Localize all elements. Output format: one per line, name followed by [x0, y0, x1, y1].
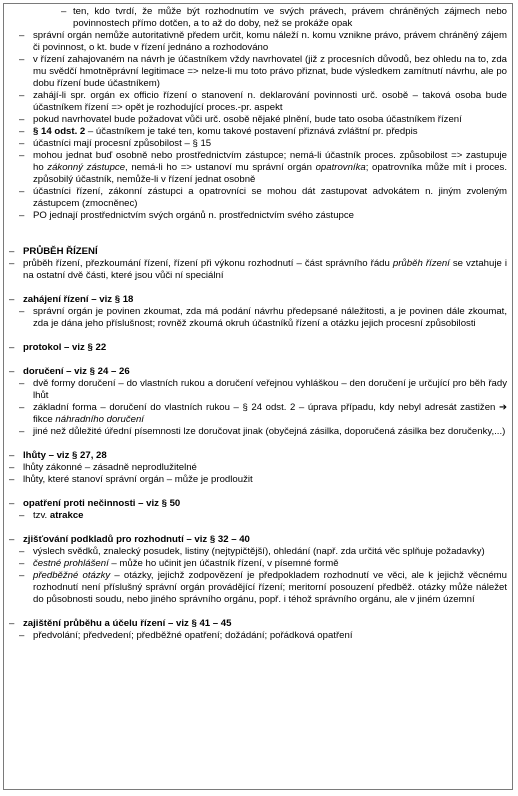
list-item: – průběh řízení, přezkoumání řízení, řízení při výkonu rozhodnutí – část správního řádu průběh řízení se vztahuje i na ostatní dvě části, které jsou vůči ní speciální: [9, 258, 507, 281]
document-content: [4, 4, 512, 642]
document-page: [3, 3, 513, 790]
list-item: – čestné prohlášení – může ho učinit jen účastník řízení, v písemné formě: [19, 558, 339, 569]
list-item: – PO jednají prostřednictvím svých orgánů n. prostřednictvím svého zástupce: [19, 210, 355, 221]
list-item: – zahájí-li spr. orgán ex officio řízení o stanovení n. deklarování povinnosti urč. osobě – taková osoba bude účastníkem řízení => opět je rozhodující proces.-pr. aspekt: [19, 90, 507, 113]
arrow-right-icon: ➔: [498, 402, 507, 413]
section-heading-opatreni: – opatření proti nečinnosti – viz § 50: [9, 498, 181, 509]
list-item: – správní orgán je povinen zkoumat, zda má podání návrhu předepsané náležitosti, a je povinen dále zkoumat, zda je dána jeho příslušnost; rovněž zkoumá okruh účastníků řízení a otázku jejich procesní způsobilosti: [19, 306, 507, 329]
section-heading-lhuty: – lhůty – viz § 27, 28: [9, 450, 107, 461]
section-heading-zajisteni: – zajištění průběhu a účelu řízení – viz § 41 – 45: [9, 618, 232, 629]
list-item: – pokud navrhovatel bude požadovat vůči urč. osobě nějaké plnění, bude tato osoba účastníkem řízení: [19, 114, 462, 125]
list-item: – mohou jednat buď osobně nebo prostřednictvím zástupce; nemá-li účastník proces. způsobilost => zastupuje ho zákonný zástupce, nemá-li ho => ustanoví mu správní orgán opatrovníka; opatrovníka může mít i proces. způsobilý účastník, nemůže-li v řízení jednat osobně: [19, 150, 507, 185]
list-item: – ten, kdo tvrdí, že může být rozhodnutím ve svých právech, právem chráněných zájmech nebo povinnostech přímo dotčen, a to až do doby, než se prokáže opak: [61, 6, 507, 29]
section-heading-doruceni: – doručení – viz § 24 – 26: [9, 366, 130, 377]
section-heading-zahajeni: – zahájení řízení – viz § 18: [9, 294, 134, 305]
list-item: – dvě formy doručení – do vlastních rukou a doručení veřejnou vyhláškou – den doručení je určující pro běh řady lhůt: [19, 378, 507, 401]
list-item: – základní forma – doručení do vlastních rukou – § 24 odst. 2 – úprava případu, kdy nebyl adresát zastižen ➔ fikce náhradního doručení: [19, 402, 507, 425]
list-item: – předvolání; předvedení; předběžné opatření; dožádání; pořádková opatření: [19, 630, 353, 641]
list-item: – správní orgán nemůže autoritativně předem určit, komu náleží n. komu vznikne právo, právem chráněný zájem či povinnost, o kt. bude v řízení jednáno a rozhodováno: [19, 30, 507, 53]
list-item: – jiné než důležité úřední písemnosti lze doručovat jinak (obyčejná zásilka, doporučená zásilka bez doručenky,...): [19, 426, 506, 437]
list-item: – lhůty zákonné – zásadně neprodlužitelné: [9, 462, 197, 473]
section-heading-protokol: – protokol – viz § 22: [9, 342, 107, 353]
list-item: – § 14 odst. 2 – účastníkem je také ten, komu takové postavení přiznává zvláštní pr. předpis: [19, 126, 418, 137]
list-item: – v řízení zahajovaném na návrh je účastníkem vždy navrhovatel (již z procesních důvodů, bez ohledu na to, zda mu svědčí hmotněprávní legitimace => nelze-li mu toto právo přiznat, bude výsledkem zamítnutí návrhu, ale po dobu řízení bude účastníkem): [19, 54, 507, 89]
list-item: – předběžné otázky – otázky, jejichž zodpovězení je předpokladem rozhodnutí ve věci, ale k jejichž věcnému rozhodnutí není příslušný správní orgán provádějící řízení; meritorní posouzení předběž. otázky může náležet do působnosti soudu, nebo jiného správního orgánu, popř. i téhož správního orgánu, ale v jiném územní: [19, 570, 507, 605]
list-item: – lhůty, které stanoví správní orgán – může je prodloužit: [9, 474, 253, 485]
section-heading-zjistovani: – zjišťování podkladů pro rozhodnutí – viz § 32 – 40: [9, 534, 250, 545]
list-item: – výslech svědků, znalecký posudek, listiny (nejtypičtější), ohledání (např. zda určitá věc splňuje požadavky): [19, 546, 485, 557]
list-item: – tzv. atrakce: [19, 510, 84, 521]
list-item: – účastníci řízení, zákonní zástupci a opatrovníci se mohou dát zastupovat advokátem n. jiným zvoleným zástupcem (zmocněnec): [19, 186, 507, 209]
list-item: – účastníci mají procesní způsobilost – § 15: [19, 138, 212, 149]
section-heading-prubeh: – PRŮBĚH ŘÍZENÍ: [9, 246, 98, 257]
